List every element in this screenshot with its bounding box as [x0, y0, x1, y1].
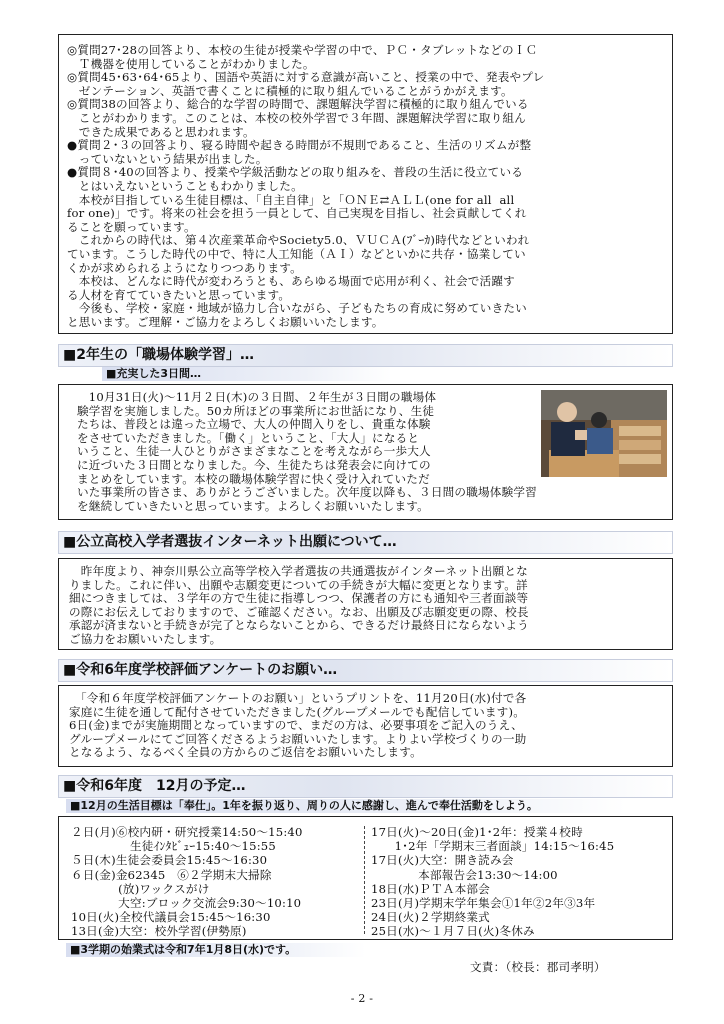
workplace-experience-photo [541, 390, 667, 477]
online-application-box [58, 558, 673, 650]
survey-results-text [67, 44, 672, 329]
text-line: ことがわかります。このことは、本校の校外学習で３年間、課題解決学習に取り組ん [67, 110, 527, 125]
text-line: for one)」です。将来の社会を担う一員として、自己実現を目指し、社会貢献してくれ [67, 206, 527, 221]
december-schedule-box [58, 816, 673, 940]
text-line: る人材を育てていきたいと思っています。 [67, 287, 291, 302]
responsibility-note: 文責：（校長：郡司孝明） [470, 960, 606, 974]
text-line: たちは、普段とは違った立場で、大人の仲間入りをし、貴重な体験 [77, 417, 431, 432]
text-line: ◎質問27･28の回答より、本校の生徒が授業や学習の中で、ＰＣ・タブレットなどのＩＣ [67, 43, 538, 57]
schedule-item: ６日(金)金62345 ⑥２学期末大掃除 [71, 867, 272, 882]
text-line: くかが求められるようになりつつあります。 [67, 260, 302, 275]
schedule-divider [364, 826, 365, 934]
section-header-workplace-experience: ■2年生の「職場体験学習」… [58, 344, 673, 367]
text-line: を継続していきたいと思っています。よろしくお願いいたします。 [77, 498, 429, 513]
text-line: いた事業所の皆さま、ありがとうございました。次年度以降も、３日間の職場体験学習 [77, 485, 537, 500]
section-header-evaluation-survey: ■令和6年度学校評価アンケートのお願い… [58, 659, 673, 682]
text-line: っていないという結果が出ました。 [67, 151, 268, 166]
text-line: ています。こうした時代の中で、特に人工知能（ＡＩ）などといかに共存・協業してい [67, 246, 526, 261]
schedule-item: 大空:ブロック交流会9:30～10:10 [71, 896, 302, 911]
text-line: 細につきましては、３学年の方で生徒に指導しつつ、保護者の方にも通知や三者面談等 [69, 591, 529, 606]
december-life-goal: ■12月の生活目標は「奉仕」。1年を振り返り、周りの人に感謝し、進んで奉仕活動をしよう。 [66, 799, 626, 813]
text-line: 6日(金)までが実施期間となっていますので、まだの方は、必要事項をご記入のうえ、 [69, 718, 523, 733]
text-line: ●質問２･３の回答より、寝る時間や起きる時間が不規則であること、生活のリズムが整 [67, 138, 532, 153]
text-line: 家庭に生徒を通して配付させていただきました(グループメールでも配信しています)。 [69, 704, 525, 719]
schedule-item: ５日(木)生徒会委員会15:45～16:30 [71, 853, 268, 868]
text-line: 本校が目指している生徒目標は、「自主自律」と「ＯＮＥ⇄ＡＬＬ(one for all all [67, 192, 515, 207]
text-line: をさせていただきました。「働く」ということ、「大人」になると [77, 430, 420, 445]
survey-results-box [58, 34, 673, 334]
text-line: ゼンテーション、英語で書くことに積極的に取り組んでいることがうかがえます。 [67, 83, 513, 98]
text-line: 昨年度より、神奈川県公立高等学校入学者選抜の共通選抜がインターネット出願とな [69, 564, 528, 578]
text-line: 「令和６年度学校評価アンケートのお願い」というプリントを、11月20日(水)付で各 [69, 691, 527, 705]
text-line: りました。これに伴い、出願や志願変更についての手続きが大幅に変更となります。詳 [69, 577, 528, 592]
text-line: いうこと、生徒一人ひとりがさまざまなことを考えながら一歩大人 [77, 444, 431, 459]
text-line: ●質問８･40の回答より、授業や学級活動などの取り組みを、普段の生活に役立ている [67, 165, 524, 180]
schedule-item: 23日(月)学期末学年集会①1年②2年③3年 [371, 896, 596, 911]
schedule-item: ２日(月)⑥校内研・研究授業14:50～15:40 [71, 825, 303, 839]
schedule-item: 本部報告会13:30～14:00 [371, 867, 558, 882]
text-line: と思います。ご理解・ご協力をよろしくお願いいたします。 [67, 314, 384, 329]
text-line: これからの時代は、第４次産業革命やSociety5.0、ＶＵＣＡ(ﾌﾞｰｶ)時代などといわれ [67, 233, 530, 248]
text-line: となるよう、なるべく全員の方からのご返信をお願いいたします。 [69, 745, 422, 760]
text-line: の際にお伝えしておりますので、ご確認ください。なお、出願及び志願変更の際、校長 [69, 604, 529, 619]
schedule-item: 25日(水)～１月７日(火)冬休み [371, 924, 535, 939]
schedule-item: 24日(火)２学期終業式 [371, 910, 490, 925]
text-line: とはいえないということもわかりました。 [67, 178, 303, 193]
text-line: ◎質問45･63･64･65より、国語や英語に対する意識が高いこと、授業の中で、発表やプレ [67, 70, 545, 85]
schedule-item: 1･2年「学期末三者面談」14:15～16:45 [371, 839, 615, 854]
text-line: まとめをしています。本校の職場体験学習に快く受け入れていただ [77, 471, 430, 486]
text-line: 10月31日(火)～11月２日(木)の３日間、２年生が３日間の職場体 [77, 390, 437, 404]
text-line: 承認が済まないと手続きが完了とならないことから、できるだけ最終日にならないよう [69, 618, 529, 633]
section-header-online-application: ■公立高校入学者選抜インターネット出願について… [58, 531, 673, 554]
schedule-item: (放)ワックスがけ [71, 881, 210, 896]
text-line: ることを願っています。 [67, 219, 196, 234]
third-term-opening-note: ■3学期の始業式は令和7年1月8日(水)です。 [66, 943, 366, 957]
schedule-item: 生徒ｲﾝﾀﾋﾞｭｰ15:40～15:55 [71, 839, 276, 854]
page-number: - 2 - [350, 992, 374, 1005]
schedule-item: 13日(金)大空：校外学習(伊勢原) [71, 924, 247, 939]
text-line: Ｔ機器を使用していることがわかりました。 [67, 56, 315, 71]
section-subheader-three-days: ■充実した3日間… [102, 367, 392, 381]
evaluation-survey-box [58, 685, 673, 767]
evaluation-survey-text [69, 692, 672, 760]
text-line: できた成果であると思われます。 [67, 124, 255, 139]
schedule-item: 10日(火)全校代議員会15:45～16:30 [71, 910, 271, 925]
schedule-item: 17日(火)～20日(金)1･2年：授業４校時 [371, 825, 583, 839]
schedule-right-column [371, 825, 614, 939]
schedule-left-column [71, 825, 303, 939]
schedule-item: 18日(水)ＰＴＡ本部会 [371, 881, 490, 896]
section-header-december-schedule: ■令和6年度 12月の予定… [58, 775, 673, 798]
text-line: ◎質問38の回答より、総合的な学習の時間で、課題解決学習に積極的に取り組んでいる [67, 97, 529, 112]
text-line: 験学習を実施しました。50カ所ほどの事業所にお世話になり、生徒 [77, 403, 435, 418]
online-application-text [69, 565, 672, 647]
schedule-item: 17日(火)大空：開き読み会 [371, 853, 514, 868]
text-line: グループメールにてご回答くださるようお願いいたします。よりよい学校づくりの一助 [69, 731, 527, 746]
text-line: ご協力をお願いいたします。 [69, 631, 222, 646]
text-line: 今後も、学校・家庭・地域が協力し合いながら、子どもたちの育成に努めていきたい [67, 301, 527, 316]
text-line: に近づいた３日間となりました。今、生徒たちは発表会に向けての [77, 457, 431, 472]
text-line: 本校は、どんなに時代が変わろうとも、あらゆる場面で応用が利く、社会で活躍す [67, 274, 515, 289]
